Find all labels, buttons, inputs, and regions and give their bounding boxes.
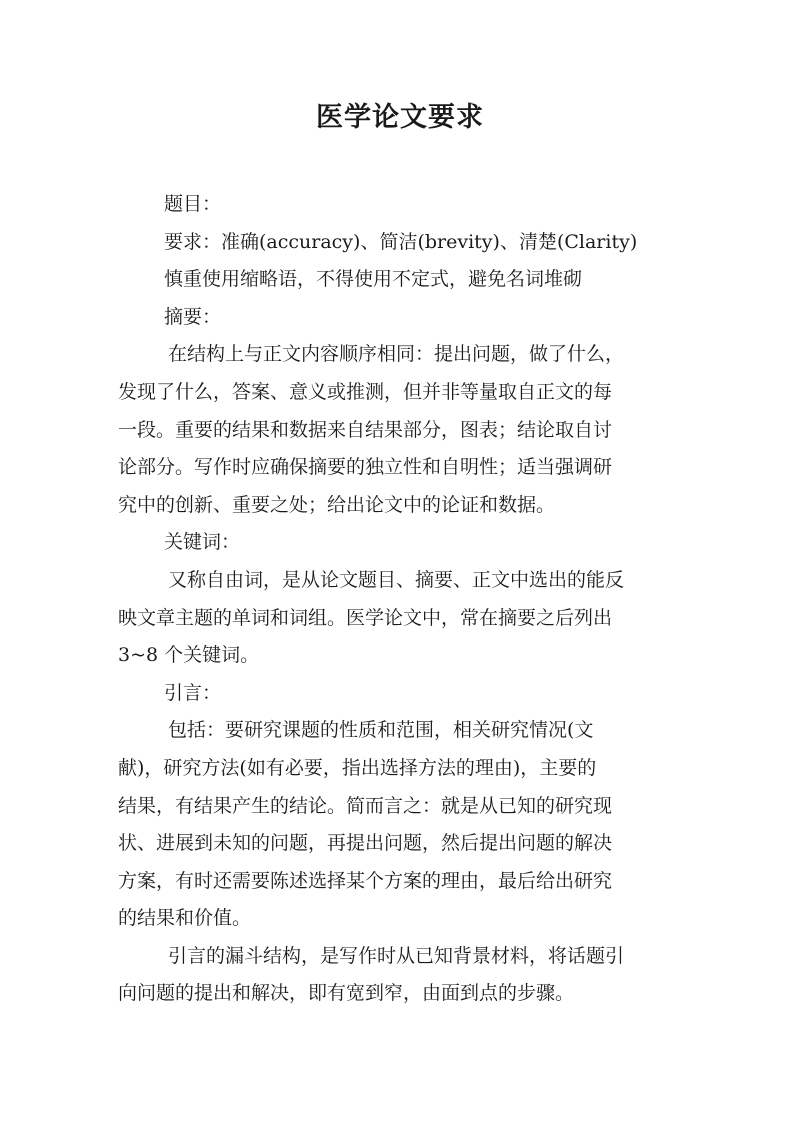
keywords-paragraph xyxy=(118,562,690,675)
section-heading-keywords: 关键词： xyxy=(164,531,241,554)
paragraph-line: 又称自由词，是从论文题目、摘要、正文中选出的能反 xyxy=(168,568,625,591)
paragraph-line: 引言的漏斗结构，是写作时从已知背景材料，将话题引 xyxy=(168,944,625,967)
paragraph-line: 映文章主题的单词和词组。医学论文中，常在摘要之后列出 xyxy=(118,606,613,629)
title-requirement-line: 要求：准确(accuracy)、简洁(brevity)、清楚(Clarity) xyxy=(164,230,638,253)
section-heading-abstract: 摘要： xyxy=(164,305,222,328)
section-heading-introduction: 引言： xyxy=(164,681,222,704)
abstract-paragraph xyxy=(118,336,690,524)
paragraph-line: 的结果和价值。 xyxy=(118,907,252,930)
funnel-structure-paragraph xyxy=(118,938,690,1013)
paragraph-line: 献)，研究方法(如有必要，指出选择方法的理由)，主要的 xyxy=(118,756,597,779)
title-requirement-line: 慎重使用缩略语，不得使用不定式，避免名词堆砌 xyxy=(164,268,583,291)
paragraph-line: 包括：要研究课题的性质和范围，相关研究情况(文 xyxy=(168,719,594,742)
paragraph-line: 状、进展到未知的问题，再提出问题，然后提出问题的解决 xyxy=(118,832,613,855)
paragraph-line: 一段。重要的结果和数据来自结果部分，图表；结论取自讨 xyxy=(118,418,613,441)
paragraph-line: 方案，有时还需要陈述选择某个方案的理由，最后给出研究 xyxy=(118,869,613,892)
paragraph-line: 3~8 个关键词。 xyxy=(118,644,260,667)
document-body xyxy=(118,186,690,1013)
introduction-paragraph xyxy=(118,712,690,938)
paragraph-line: 在结构上与正文内容顺序相同：提出问题，做了什么， xyxy=(168,343,625,366)
paragraph-line: 结果，有结果产生的结论。简而言之：就是从已知的研究现 xyxy=(118,794,613,817)
paragraph-line: 发现了什么，答案、意义或推测，但并非等量取自正文的每 xyxy=(118,380,613,403)
paragraph-line: 究中的创新、重要之处；给出论文中的论证和数据。 xyxy=(118,493,556,516)
document-title: 医学论文要求 xyxy=(316,102,484,133)
paragraph-line: 论部分。写作时应确保摘要的独立性和自明性；适当强调研 xyxy=(118,456,613,479)
paragraph-line: 向问题的提出和解决，即有宽到窄，由面到点的步骤。 xyxy=(118,982,575,1005)
section-heading-title: 题目： xyxy=(164,193,222,215)
